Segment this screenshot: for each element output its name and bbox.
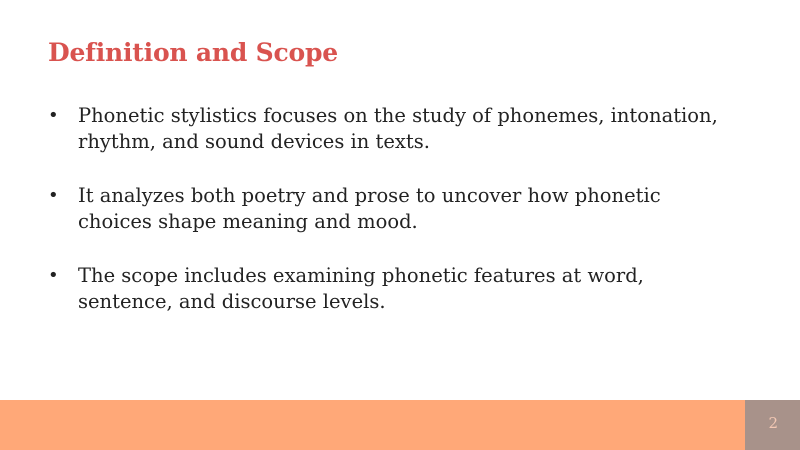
bullet-item	[44, 103, 734, 155]
slide-title: Definition and Scope	[48, 38, 339, 67]
bullet-text: Phonetic stylistics focuses on the study of phonemes, intonation, rhythm, and sound devices in texts.	[78, 104, 718, 153]
bullet-list	[44, 103, 734, 343]
footer-bar	[0, 400, 745, 450]
bullet-text: The scope includes examining phonetic features at word, sentence, and discourse levels.	[78, 264, 644, 313]
bullet-icon: •	[48, 105, 59, 126]
page-number: 2	[768, 414, 778, 432]
bullet-icon: •	[48, 185, 59, 206]
bullet-text: It analyzes both poetry and prose to uncover how phonetic choices shape meaning and mood.	[78, 184, 661, 233]
bullet-item	[44, 263, 734, 315]
bullet-item	[44, 183, 734, 235]
bullet-icon: •	[48, 265, 59, 286]
